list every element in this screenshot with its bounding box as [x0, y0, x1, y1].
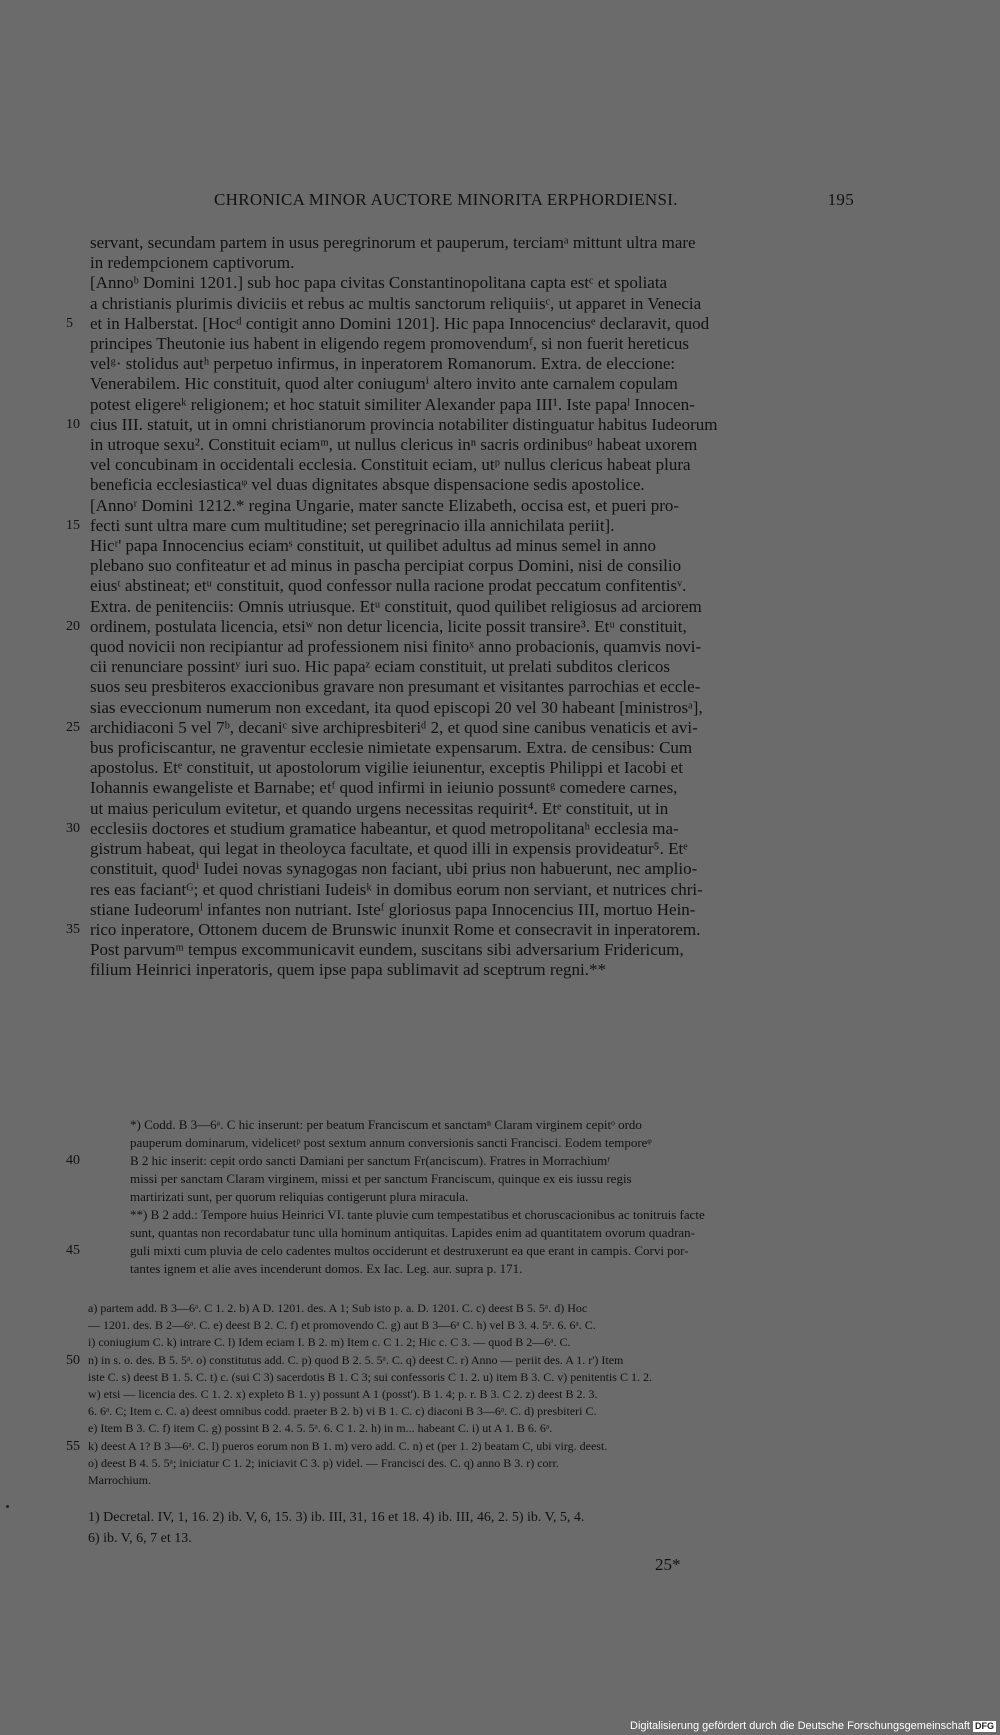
body-line-text: Hicʳ' papa Innocencius eciamˢ constituit, ut quilibet adultus ad minus semel in anno — [90, 536, 657, 556]
body-line-text: ecclesiis doctores et studium gramatice habeantur, et quod metropolitanaʰ ecclesia ma- — [90, 818, 679, 838]
note-line-text: *) Codd. B 3—6ᵃ. C hic inserunt: per beatum Franciscum et sanctamⁿ Claram virginem cepitᵒ ordo — [130, 1117, 642, 1132]
note-line-text: B 2 hic inserit: cepit ordo sancti Damiani per sanctum Fr(anciscum). Fratres in Morrachiumʳ — [130, 1153, 611, 1168]
note-line — [66, 1242, 852, 1260]
variant-line — [88, 1300, 853, 1317]
body-line — [66, 414, 853, 435]
note-line — [130, 1224, 852, 1242]
main-text — [66, 233, 853, 981]
line-number: 25 — [66, 719, 80, 735]
line-number: 30 — [66, 820, 80, 836]
body-line-text: fecti sunt ultra mare cum multitudine; set peregrinacio illa annichilata periit]. — [90, 515, 615, 535]
body-line — [90, 839, 853, 859]
body-line — [66, 313, 853, 334]
note-line — [130, 1206, 852, 1224]
note-line-text: tantes ignem et alie aves incenderunt domos. Ex Iac. Leg. aur. supra p. 171. — [130, 1261, 523, 1276]
body-line-text: gistrum habeat, qui legat in theoloyca facultate, et quod illi in expensis provideatur⁵. Etᵉ — [90, 839, 688, 859]
note-line-text: martirizati sunt, per quorum reliquias contigerunt plura miracula. — [130, 1189, 469, 1204]
page-number: 195 — [827, 190, 854, 209]
note-line-text: missi per sanctam Claram virginem, missi et per sanctum Franciscum, quinque ex eis iussu regis — [130, 1171, 632, 1186]
running-title: CHRONICA MINOR AUCTORE MINORITA ERPHORDIENSI. — [214, 190, 678, 209]
body-line-text: potest eligereᵏ religionem; et hoc statuit similiter Alexander papa III¹. Iste papaˡ Innocen- — [90, 394, 695, 414]
footnote-line: 1) Decretal. IV, 1, 16. 2) ib. V, 6, 15. 3) ib. III, 31, 16 et 18. 4) ib. III, 46, 2. 5) ib. V, 5, 4. — [88, 1510, 585, 1525]
body-line — [90, 435, 853, 455]
body-line — [90, 940, 853, 960]
body-line-text: Extra. de penitenciis: Omnis utriusque. Etᵘ constituit, quod quilibet religiosus ad arciorem — [90, 596, 702, 616]
note-line — [130, 1260, 852, 1278]
note-line — [130, 1116, 852, 1134]
line-number: 50 — [66, 1352, 80, 1368]
digitization-credit — [630, 1720, 996, 1732]
body-line-text: apostolus. Etᵉ constituit, ut apostolorum vigilie ieiunentur, exceptis Philippi et Iacobi et — [90, 758, 683, 778]
body-line — [90, 677, 853, 697]
note-line — [130, 1134, 852, 1152]
body-line — [66, 717, 853, 738]
body-line-text: res eas faciantᴳ; et quod christiani Iudeisᵏ in domibus eorum non serviant, et nutrices chri- — [90, 879, 703, 899]
line-number: 45 — [66, 1243, 80, 1258]
body-line-text: bus proficiscantur, ne graventur ecclesie nimietate expensarum. Extra. de censibus: Cum — [90, 738, 693, 758]
note-line-text: pauperum dominarum, videlicetᵖ post sextum annum conversionis sancti Francisci. Eodem temporeᵠ — [130, 1135, 652, 1150]
body-line — [66, 818, 853, 839]
variant-line-text: i) coniugium C. k) intrare C. l) Idem eciam I. B 2. m) Item c. C 1. 2; Hic c. C 3. — quod B 2—6ᵃ. C. — [88, 1335, 571, 1350]
body-line — [90, 233, 853, 253]
variant-line — [88, 1455, 853, 1472]
variant-line-text: o) deest B 4. 5. 5ᵃ; iniciatur C 1. 2; iniciavit C 3. p) videl. — Francisci des. C. q) anno B 3. r) corr. — [88, 1455, 559, 1470]
line-number: 5 — [66, 315, 73, 331]
body-line-text: ut maius periculum evitetur, et quando urgens necessitas requirit⁴. Etᵉ constituit, ut in — [90, 798, 669, 818]
line-number: 10 — [66, 416, 80, 432]
body-line-text: in utroque sexu². Constituit eciamᵐ, ut nullus clericus inⁿ sacris ordinibusᵒ habeat uxorem — [90, 435, 698, 455]
body-line — [66, 515, 853, 536]
body-line — [90, 395, 853, 415]
body-line-text: rico inperatore, Ottonem ducem de Brunswic inunxit Rome et consecravit in inperatorem. — [90, 919, 701, 939]
body-line — [90, 738, 853, 758]
body-line — [90, 758, 853, 778]
body-line-text: Iohannis ewangeliste et Barnabe; etᶠ quod infirmi in ieiunio possuntᵍ comedere carnes, — [90, 778, 678, 798]
body-line — [66, 616, 853, 637]
variant-line-text: w) etsi — licencia des. C 1. 2. x) expleto B 1. y) possunt A 1 (posst'). B 1. 4; p. r. B 3. C 2. z) deest B 2. 3. — [88, 1387, 598, 1402]
body-line-text: filium Heinrici inperatoris, quem ipse papa sublimavit ad sceptrum regni.** — [90, 960, 607, 980]
body-line — [90, 859, 853, 879]
line-number: 35 — [66, 921, 80, 937]
body-line — [90, 475, 853, 495]
body-line — [90, 556, 853, 576]
body-line — [90, 960, 853, 980]
body-line — [90, 597, 853, 617]
variant-line — [88, 1472, 853, 1489]
variant-line — [66, 1352, 853, 1369]
body-line-text: cii renunciare possintʸ iuri suo. Hic papaᶻ eciam constituit, ut prelati subditos clericos — [90, 657, 671, 677]
variant-line-text: e) Item B 3. C. f) item C. g) possint B 2. 4. 5. 5ᵃ. 6. C 1. 2. h) in m... habeant C. i) ut A 1. B 6. 6ᵃ. — [88, 1421, 553, 1436]
note-line — [66, 1152, 852, 1170]
variant-line — [88, 1386, 853, 1403]
body-line-text: archidiaconi 5 vel 7ᵇ, decaniᶜ sive archipresbiteriᵈ 2, et quod sine canibus venaticis et avi- — [90, 717, 698, 737]
body-line-text: plebano suo confiteatur et ad minus in pascha percipiat corpus Domini, nisi de consilio — [90, 556, 682, 576]
body-line-text: Venerabilem. Hic constituit, quod alter coniugumⁱ altero invito ante carnalem copulam — [90, 374, 678, 394]
variant-line-text: iste C. s) deest B 1. 5. C. t) c. (sui C 3) sacerdotis B 1. C 3; sui confessoris C 1. 2. u) item B 3. C. v) penitentis C 1. 2. — [88, 1369, 652, 1384]
note-line — [130, 1170, 852, 1188]
body-line — [90, 698, 853, 718]
line-number: 15 — [66, 517, 80, 533]
body-line-text: [Annoᵇ Domini 1201.] sub hoc papa civitas Constantinopolitana capta estᶜ et spoliata — [90, 273, 668, 293]
body-line-text: velᵍ· stolidus autʰ perpetuo infirmus, in inperatorem Romanorum. Extra. de eleccione: — [90, 354, 676, 374]
body-line — [90, 455, 853, 475]
source-footnotes — [88, 1507, 853, 1549]
variant-line-text: Marrochium. — [88, 1473, 151, 1488]
variant-apparatus — [66, 1300, 853, 1489]
body-line — [90, 253, 853, 273]
note-line-text: guli mixti cum pluvia de celo cadentes multos occiderunt et destruxerunt ea que erant in campis. Corvi por- — [130, 1243, 689, 1258]
body-line — [90, 880, 853, 900]
footnote-line: 6) ib. V, 6, 7 et 13. — [88, 1531, 192, 1546]
body-line-text: quod novicii non recipiantur ad professionem nisi finitoˣ anno probacionis, quamvis novi- — [90, 637, 702, 657]
body-line-text: in redempcionem captivorum. — [90, 253, 295, 273]
body-line-text: cius III. statuit, ut in omni christianorum provincia notabiliter distinguatur habitus Iudeorum — [90, 414, 718, 434]
body-line-text: ordinem, postulata licencia, etsiʷ non detur licencia, licite possit transire³. Etᵘ constituit, — [90, 616, 687, 636]
body-line-text: constituit, quodⁱ Iudei novas synagogas non faciant, ubi prius non habuerunt, nec amplio- — [90, 859, 698, 879]
variant-line — [88, 1334, 853, 1351]
note-line-text: **) B 2 add.: Tempore huius Heinrici VI. tante pluvie cum tempestatibus et choruscacionibus ac tonitruis facte — [130, 1207, 705, 1222]
signature-mark: 25* — [655, 1555, 681, 1574]
body-line — [90, 294, 853, 314]
dfg-logo: DFG — [975, 1720, 994, 1731]
line-number: 20 — [66, 618, 80, 634]
note-line — [130, 1188, 852, 1206]
body-line — [90, 900, 853, 920]
body-line-text: beneficia ecclesiasticaᵠ vel duas dignitates absque dispensacione sedis apostolice. — [90, 475, 645, 495]
body-line — [90, 496, 853, 516]
variant-line-text: 6. 6ᵃ. C; Item c. C. a) deest omnibus codd. praeter B 2. b) vi B 1. C. c) diaconi B 3—6ᵃ. C. d) presbiteri C. — [88, 1404, 597, 1419]
body-line — [90, 334, 853, 354]
editorial-notes — [66, 1116, 852, 1278]
line-number: 40 — [66, 1153, 80, 1168]
body-line — [90, 657, 853, 677]
credit-text: Digitalisierung gefördert durch die Deutsche Forschungsgemeinschaft — [630, 1720, 970, 1732]
running-header — [214, 190, 854, 210]
variant-line — [88, 1369, 853, 1386]
variant-line-text: — 1201. des. B 2—6ᵃ. C. e) deest B 2. C. f) et promovendo C. g) aut B 3—6ᵃ C. h) vel B 3. 4. 5ᵃ. 6. 6ᵃ. C. — [88, 1318, 596, 1333]
variant-line-text: k) deest A 1? B 3—6ᵃ. C. l) pueros eorum non B 1. m) vero add. C. n) et (per 1. 2) beatam C, ubi virg. deest. — [88, 1438, 608, 1453]
body-line-text: suos seu presbiteros exaccionibus gravare non presumant et visitantes parrochias et eccle- — [90, 677, 701, 697]
body-line — [90, 778, 853, 798]
body-line — [90, 354, 853, 374]
variant-line — [66, 1438, 853, 1455]
body-line — [90, 637, 853, 657]
variant-line — [88, 1420, 853, 1437]
body-line-text: servant, secundam partem in usus peregrinorum et pauperum, terciamᵃ mittunt ultra mare — [90, 233, 696, 252]
scan-speck — [6, 1505, 9, 1508]
variant-line-text: n) in s. o. des. B 5. 5ᵃ. o) constitutus add. C. p) quod B 2. 5. 5ᵃ. C. q) deest C. r) Anno — periit des. A 1. r') Item — [88, 1352, 624, 1367]
body-line-text: sias eveccionum numerum non excedant, ita quod episcopi 20 vel 30 habeant [ministrosᵃ], — [90, 697, 703, 717]
note-line-text: sunt, quantas non recordabatur tunc ulla hominum antiquitas. Lapides enim ad quantitatem ovorum quadran- — [130, 1225, 695, 1240]
variant-line — [88, 1403, 853, 1420]
body-line — [66, 919, 853, 940]
body-line-text: et in Halberstat. [Hocᵈ contigit anno Domini 1201]. Hic papa Innocenciusᵉ declaravit, quod — [90, 313, 710, 333]
body-line — [90, 576, 853, 596]
body-line-text: [Annoʳ Domini 1212.* regina Ungarie, mater sancte Elizabeth, occisa est, et pueri pro- — [90, 495, 680, 515]
body-line-text: principes Theutonie ius habent in eligendo regem promovendumᶠ, si non fuerit hereticus — [90, 334, 690, 354]
body-line — [90, 536, 853, 556]
body-line-text: Post parvumᵐ tempus excommunicavit eundem, suscitans sibi adversarium Fridericum, — [90, 940, 684, 960]
body-line-text: vel concubinam in occidentali ecclesia. Constituit eciam, utᵖ nullus clericus habeat plura — [90, 455, 691, 475]
variant-line-text: a) partem add. B 3—6ᵃ. C 1. 2. b) A D. 1201. des. A 1; Sub isto p. a. D. 1201. C. c) deest B 5. 5ᵃ. d) Hoc — [88, 1301, 588, 1315]
body-line-text: a christianis plurimis diviciis et rebus ac multis sanctorum reliquiisᶜ, ut apparet in Venecia — [90, 293, 702, 313]
body-line — [90, 374, 853, 394]
line-number: 55 — [66, 1438, 80, 1454]
body-line — [90, 273, 853, 293]
body-line-text: eiusᵗ abstineat; etᵘ constituit, quod confessor nulla racione prodat peccatum confitentisᵛ. — [90, 576, 687, 596]
body-line-text: stiane Iudeorumˡ infantes non nutriant. Isteᶠ gloriosus papa Innocencius III, mortuo Hein- — [90, 899, 696, 919]
body-line — [90, 799, 853, 819]
variant-line — [88, 1317, 853, 1334]
